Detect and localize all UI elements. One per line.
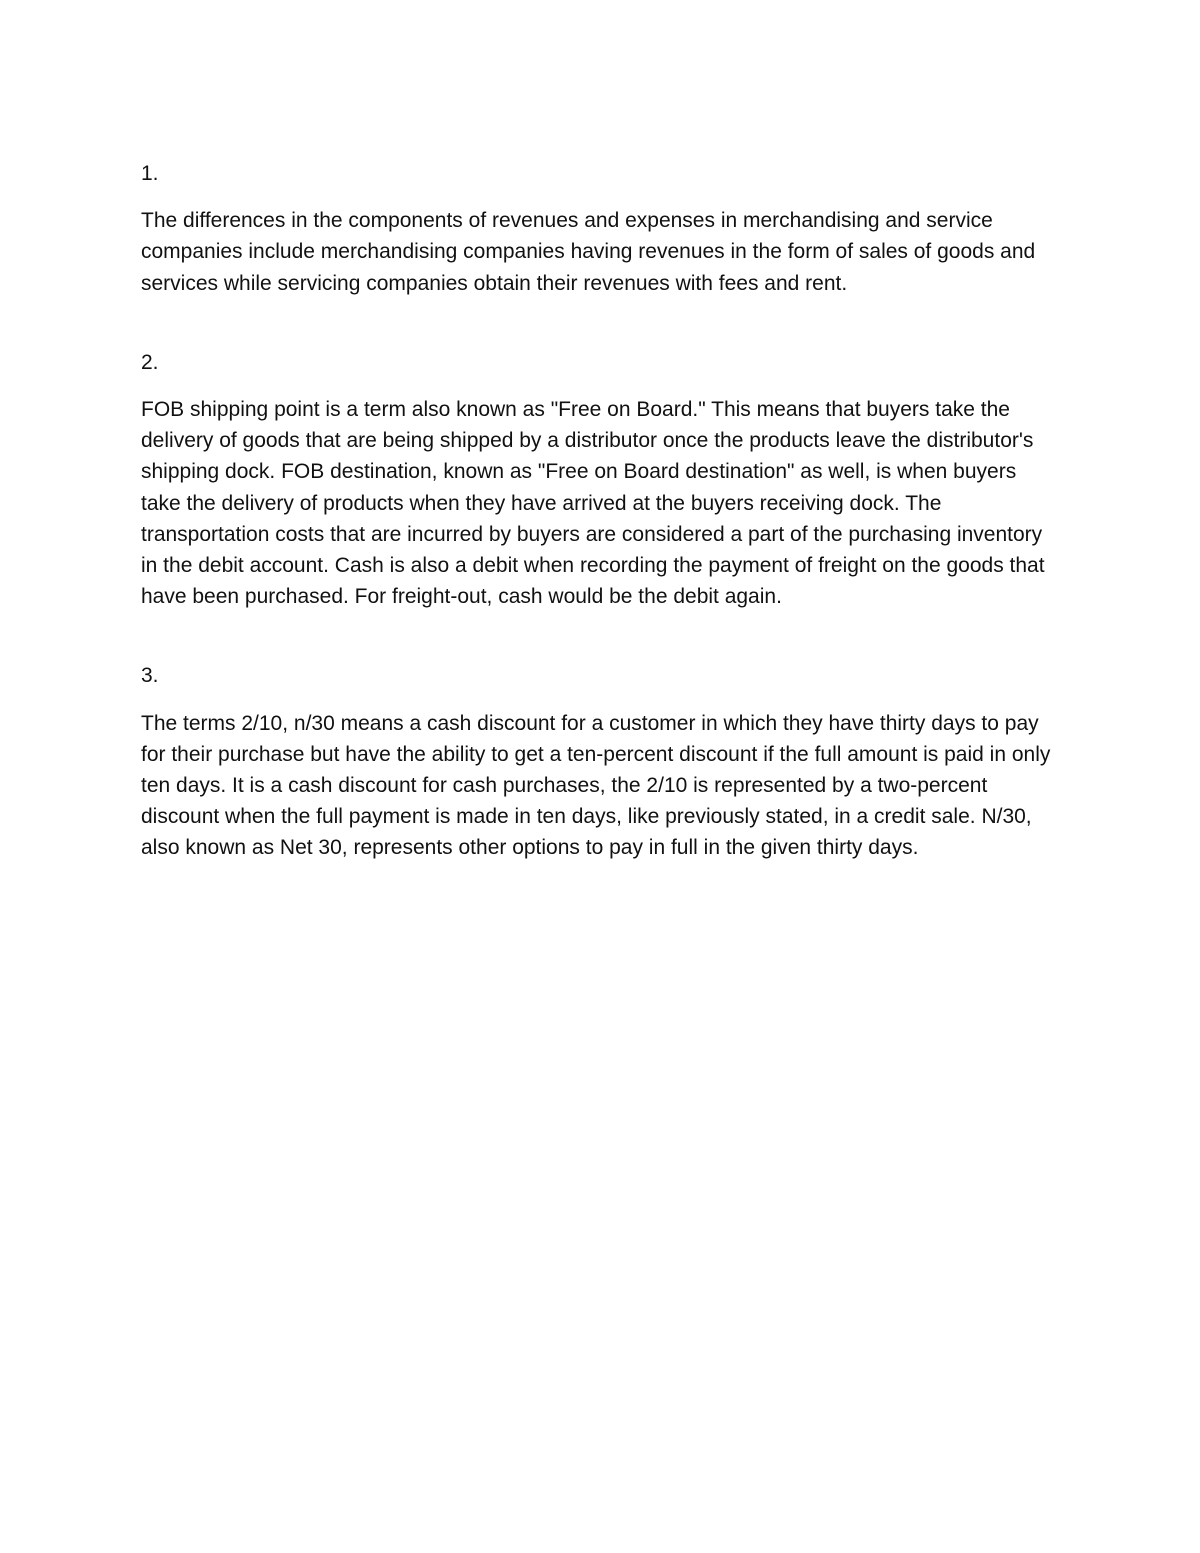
- document-body: [141, 158, 1061, 864]
- answer-section-1: [141, 158, 1061, 299]
- section-number: 3.: [141, 664, 159, 688]
- section-number: 2.: [141, 350, 159, 374]
- answer-section-2: [141, 347, 1061, 613]
- section-paragraph: The terms 2/10, n/30 means a cash discount for a customer in which they have thirty days to pay for their purchase but have the ability to get a ten-percent discount if the full amount is paid in only ten days. It is a cash discount for cash purchases, the 2/10 is represented by a two-percent discount when the full payment is made in ten days, like previously stated, in a credit sale. N/30, also known as Net 30, represents other options to pay in full in the given thirty days.: [141, 711, 1051, 860]
- section-number: 1.: [141, 162, 159, 185]
- section-paragraph: The differences in the components of revenues and expenses in merchandising and service companies include merchandising companies having revenues in the form of sales of goods and services while servicing companies obtain their revenues with fees and rent.: [141, 209, 1036, 295]
- section-paragraph: FOB shipping point is a term also known as "Free on Board." This means that buyers take the delivery of goods that are being shipped by a distributor once the products leave the distributor's shipping dock. FOB destination, known as "Free on Board destination" as well, is when buyers take the delivery of products when they have arrived at the buyers receiving dock. The transportation costs that are incurred by buyers are considered a part of the purchasing inventory in the debit account. Cash is also a debit when recording the payment of freight on the goods that have been purchased. For freight-out, cash would be the debit again.: [141, 398, 1045, 609]
- answer-section-3: [141, 660, 1061, 863]
